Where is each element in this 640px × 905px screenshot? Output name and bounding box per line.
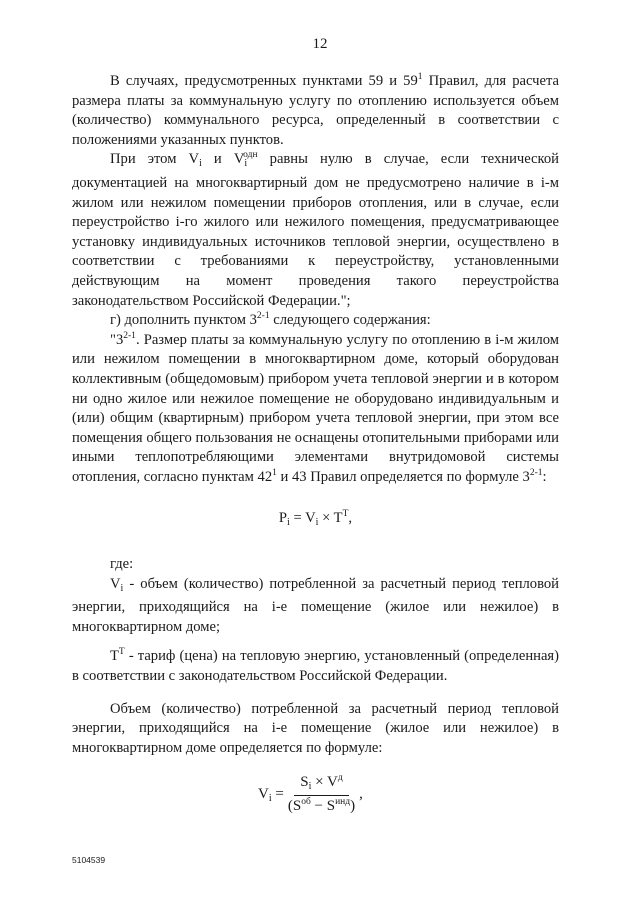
definition-volume: $V_i$ - объем (количество) потребленной за расчетный период тепловой энергии, приходящийся на i-е помещение (жилое или нежилое) в многоквартирном доме; (72, 575, 559, 635)
paragraph-calculation-cases: В случаях, предусмотренных пунктами 59 и $59^1$ Правил, для расчета размера платы за коммунальную услугу по отоплению используется объем (количество) коммунального ресурса, определенный в соответствии с положениями указанных пунктов. (72, 72, 560, 148)
page-number: 12 (312, 36, 328, 52)
paragraph-add-clause: г) дополнить пунктом 3$^{2-1}$ следующего содержания: (110, 311, 431, 329)
document-code: 5104539 (72, 855, 106, 865)
definition-tariff: $T^T$ - тариф (цена) на тепловую энергию, установленный (определенная) в соответствии с законодательством Российской Федерации. (72, 647, 559, 685)
where-label: где: (110, 556, 134, 573)
formula-volume-lhs: $V_i$ = (258, 785, 284, 804)
paragraph-clause-3-2-1: "3$^{2-1}$. Размер платы за коммунальную услугу по отоплению в i-м жилом или нежилом помещении в многоквартирном доме, который оборудован коллективным (общедомовым) прибором учета тепловой энергии и в котором ни одно жилое или нежилое помещение не оборудовано индивидуальным и (или) общим (квартирным) прибором учета тепловой энергии, при этом все помещения общего пользования не оснащены отопительными приборами или иными теплопотребляющими элементами внутридомовой системы отопления, согласно пунктам $42^1$ и 43 Правил определяется по формуле 3$^{2-1}$: (72, 330, 559, 485)
document-body (72, 72, 559, 758)
fraction-numerator: $S_i \times V^д$ (294, 774, 349, 796)
formula-volume (258, 774, 363, 815)
paragraph-volume-formula-intro: Объем (количество) потребленной за расчетный период тепловой энергии, приходящийся на i-е помещение (жилое или нежилое) в многоквартирном доме определяется по формуле: (72, 700, 559, 756)
fraction-denominator: $(S^{об} - S^{инд})$ (287, 797, 356, 814)
formula-volume-tail: , (359, 786, 363, 802)
formula-volume-fraction (288, 774, 355, 815)
paragraph-zero-conditions: При этом $V_i$ и $V_i^{одн}$ равны нулю в случае, если технической документацией на многоквартирный дом не предусмотрено наличие в i-м жилом или нежилом помещении приборов отопления, или в случае, если переустройство i-го жилого или нежилого помещения, предусматривающее установку индивидуальных источников тепловой энергии, осуществлено в соответствии с требованиями к переустройству, установленными действующим на момент проведения такого переустройства законодательством Российской Федерации."; (72, 150, 559, 309)
formula-payment: $P_i = V_i \times T^T$, (278, 509, 353, 529)
